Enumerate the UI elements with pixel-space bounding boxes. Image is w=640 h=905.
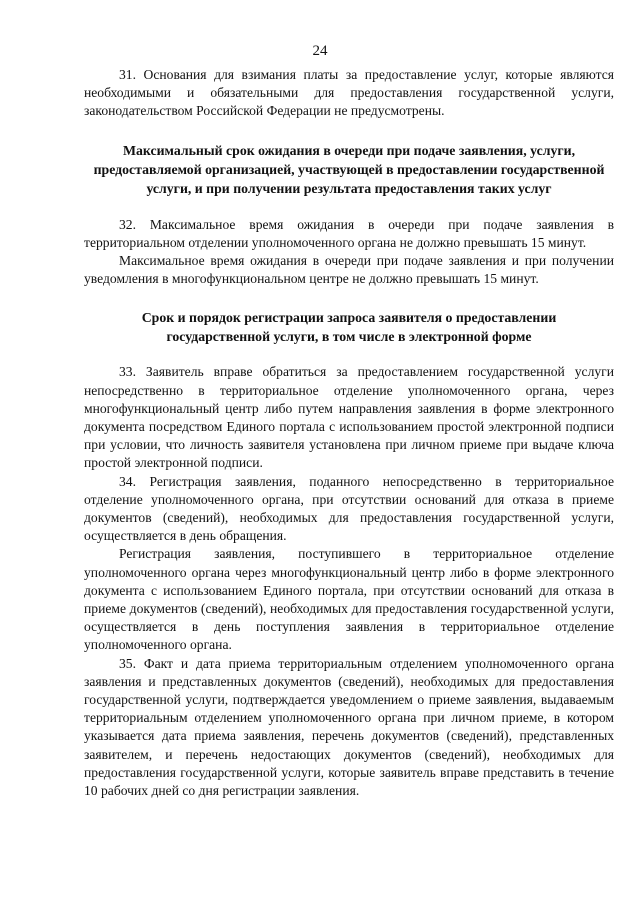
section-heading-waiting-time: Максимальный срок ожидания в очереди при подаче заявления, услуги, предоставляемой организацией, участвующей в предоставлении государственной услуги, и при получении результата предоставления таких услуг — [93, 142, 605, 196]
paragraph-34-continued: Регистрация заявления, поступившего в территориальное отделение уполномоченного органа через многофункциональный центр либо в форме электронного документа с использованием Единого портала, при отсутствии оснований для отказа в приеме документов (сведений), необходимых для предоставления государственной услуги, осуществляется в день поступления заявления в территориальное отделение уполномоченного органа. — [84, 546, 614, 653]
section-heading-registration: Срок и порядок регистрации запроса заявителя о предоставлении государственной услуги, в том числе в электронной форме — [141, 310, 557, 345]
paragraph-31: 31. Основания для взимания платы за предоставление услуг, которые являются необходимыми и обязательными для предоставления государственной услуги, законодательством Российской Федерации не предусмотрены. — [84, 67, 614, 119]
paragraph-32-continued: Максимальное время ожидания в очереди при подаче заявления и при получении уведомления в многофункциональном центре не должно превышать 15 минут. — [84, 253, 614, 287]
paragraph-35: 35. Факт и дата приема территориальным отделением уполномоченного органа заявления и представленных документов (сведений), необходимых для предоставления государственной услуги, подтверждается уведомлением о приеме заявления, выдаваемым территориальным отделением уполномоченного органа при личном приеме, в котором указывается дата приема заявления, перечень документов (сведений), представленных заявителем, и перечень недостающих документов (сведений), необходимых для предоставления государственной услуги, которые заявитель вправе представить в течение 10 рабочих дней со дня регистрации заявления. — [84, 655, 614, 799]
page-number: 24 — [312, 43, 328, 59]
paragraph-34: 34. Регистрация заявления, поданного непосредственно в территориальное отделение уполномоченного органа, при отсутствии оснований для отказа в приеме документов (сведений), необходимых для предоставления государственной услуги, осуществляется в день обращения. — [84, 473, 614, 544]
document-body — [84, 66, 614, 800]
paragraph-32: 32. Максимальное время ожидания в очереди при подаче заявления в территориальном отделении уполномоченного органа не должно превышать 15 минут. — [84, 216, 614, 250]
paragraph-33: 33. Заявитель вправе обратиться за предоставлением государственной услуги непосредственно в территориальное отделение уполномоченного органа, через многофункциональный центр либо путем направления заявления в форме электронного документа посредством Единого портала с использованием простой электронной подписи при условии, что личность заявителя установлена при личном приеме при выдаче ключа простой электронной подписи. — [84, 364, 614, 471]
